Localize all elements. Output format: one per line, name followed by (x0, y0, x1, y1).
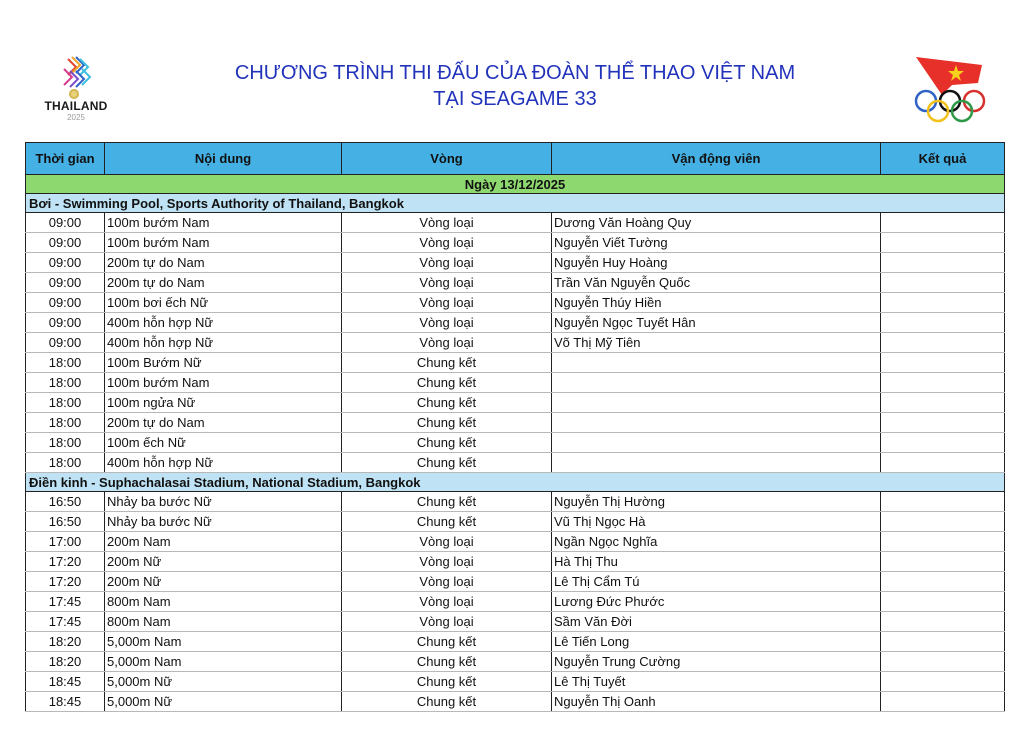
time-cell: 18:00 (26, 393, 105, 413)
table-row (26, 512, 1005, 532)
time-cell: 17:20 (26, 572, 105, 592)
event-cell: 100m bướm Nam (105, 373, 342, 393)
result-cell (881, 612, 1005, 632)
event-cell: 200m tự do Nam (105, 273, 342, 293)
event-cell: Nhảy ba bước Nữ (105, 512, 342, 532)
event-cell: 5,000m Nam (105, 632, 342, 652)
time-cell: 18:00 (26, 353, 105, 373)
result-cell (881, 353, 1005, 373)
table-row (26, 652, 1005, 672)
table-row (26, 393, 1005, 413)
table-row (26, 572, 1005, 592)
event-cell: 100m ếch Nữ (105, 433, 342, 453)
table-row (26, 532, 1005, 552)
athlete-cell: Nguyễn Huy Hoàng (552, 253, 881, 273)
table-row (26, 333, 1005, 353)
table-row (26, 672, 1005, 692)
round-cell: Chung kết (342, 453, 552, 473)
athlete-cell: Ngần Ngọc Nghĩa (552, 532, 881, 552)
result-cell (881, 672, 1005, 692)
athlete-cell: Dương Văn Hoàng Quy (552, 213, 881, 233)
round-cell: Vòng loại (342, 213, 552, 233)
athlete-cell (552, 373, 881, 393)
time-cell: 16:50 (26, 512, 105, 532)
event-cell: 100m Bướm Nữ (105, 353, 342, 373)
round-cell: Chung kết (342, 672, 552, 692)
athlete-cell: Nguyễn Thúy Hiền (552, 293, 881, 313)
time-cell: 18:00 (26, 453, 105, 473)
athlete-cell: Nguyễn Ngọc Tuyết Hân (552, 313, 881, 333)
vietnam-olympic-logo (912, 55, 992, 125)
athlete-cell: Vũ Thị Ngọc Hà (552, 512, 881, 532)
section-header-row (26, 473, 1005, 492)
event-cell: 200m tự do Nam (105, 253, 342, 273)
table-row (26, 692, 1005, 712)
event-cell: 200m Nữ (105, 552, 342, 572)
result-cell (881, 333, 1005, 353)
round-cell: Vòng loại (342, 293, 552, 313)
time-cell: 17:20 (26, 552, 105, 572)
result-cell (881, 393, 1005, 413)
sun-emblem-icon (69, 89, 79, 99)
result-cell (881, 572, 1005, 592)
table-row (26, 552, 1005, 572)
event-cell: 400m hỗn hợp Nữ (105, 453, 342, 473)
result-cell (881, 253, 1005, 273)
result-cell (881, 532, 1005, 552)
round-cell: Chung kết (342, 512, 552, 532)
result-cell (881, 512, 1005, 532)
athlete-cell: Võ Thị Mỹ Tiên (552, 333, 881, 353)
table-header-row (26, 143, 1005, 175)
time-cell: 09:00 (26, 313, 105, 333)
athlete-cell (552, 353, 881, 373)
event-cell: 800m Nam (105, 592, 342, 612)
round-cell: Vòng loại (342, 612, 552, 632)
section-title: Điền kinh - Suphachalasai Stadium, National Stadium, Bangkok (26, 473, 1005, 492)
athlete-cell: Lê Tiến Long (552, 632, 881, 652)
table-row (26, 213, 1005, 233)
event-cell: 400m hỗn hợp Nữ (105, 333, 342, 353)
result-cell (881, 293, 1005, 313)
event-cell: 100m bơi ếch Nữ (105, 293, 342, 313)
time-cell: 09:00 (26, 213, 105, 233)
time-cell: 18:45 (26, 692, 105, 712)
time-cell: 18:20 (26, 632, 105, 652)
title-line-2: TẠI SEAGAME 33 (433, 88, 597, 110)
event-cell: 5,000m Nam (105, 652, 342, 672)
round-cell: Chung kết (342, 413, 552, 433)
table-row (26, 492, 1005, 512)
time-cell: 18:20 (26, 652, 105, 672)
result-cell (881, 373, 1005, 393)
table-row (26, 413, 1005, 433)
olympic-flag-icon (912, 55, 992, 125)
round-cell: Chung kết (342, 492, 552, 512)
round-cell: Vòng loại (342, 552, 552, 572)
time-cell: 17:45 (26, 592, 105, 612)
table-row (26, 632, 1005, 652)
column-header-result: Kết quả (881, 143, 1005, 175)
result-cell (881, 692, 1005, 712)
round-cell: Vòng loại (342, 233, 552, 253)
round-cell: Chung kết (342, 433, 552, 453)
round-cell: Vòng loại (342, 253, 552, 273)
round-cell: Vòng loại (342, 572, 552, 592)
time-cell: 17:45 (26, 612, 105, 632)
event-cell: 5,000m Nữ (105, 692, 342, 712)
date-label: Ngày 13/12/2025 (26, 175, 1005, 194)
event-cell: Nhảy ba bước Nữ (105, 492, 342, 512)
logo-brand-text: THAILAND (44, 99, 108, 113)
round-cell: Vòng loại (342, 313, 552, 333)
round-cell: Chung kết (342, 373, 552, 393)
athlete-cell (552, 413, 881, 433)
athlete-cell: Nguyễn Thị Oanh (552, 692, 881, 712)
round-cell: Chung kết (342, 632, 552, 652)
result-cell (881, 453, 1005, 473)
round-cell: Chung kết (342, 353, 552, 373)
thailand-2025-logo (36, 55, 116, 125)
result-cell (881, 652, 1005, 672)
result-cell (881, 213, 1005, 233)
result-cell (881, 552, 1005, 572)
result-cell (881, 433, 1005, 453)
event-cell: 100m bướm Nam (105, 233, 342, 253)
athlete-cell: Trần Văn Nguyễn Quốc (552, 273, 881, 293)
event-cell: 100m bướm Nam (105, 213, 342, 233)
table-row (26, 253, 1005, 273)
result-cell (881, 313, 1005, 333)
time-cell: 09:00 (26, 253, 105, 273)
table-row (26, 453, 1005, 473)
round-cell: Vòng loại (342, 333, 552, 353)
athlete-cell (552, 433, 881, 453)
result-cell (881, 492, 1005, 512)
athlete-cell (552, 453, 881, 473)
result-cell (881, 233, 1005, 253)
time-cell: 09:00 (26, 273, 105, 293)
table-row (26, 592, 1005, 612)
table-row (26, 612, 1005, 632)
time-cell: 09:00 (26, 293, 105, 313)
column-header-round: Vòng (342, 143, 552, 175)
time-cell: 16:50 (26, 492, 105, 512)
page-title (200, 60, 830, 112)
result-cell (881, 413, 1005, 433)
column-header-time: Thời gian (26, 143, 105, 175)
athlete-cell: Lê Thị Cẩm Tú (552, 572, 881, 592)
athlete-cell (552, 393, 881, 413)
date-row (26, 175, 1005, 194)
round-cell: Vòng loại (342, 592, 552, 612)
event-cell: 100m ngửa Nữ (105, 393, 342, 413)
event-cell: 200m Nam (105, 532, 342, 552)
athlete-cell: Hà Thị Thu (552, 552, 881, 572)
result-cell (881, 632, 1005, 652)
column-header-athlete: Vận động viên (552, 143, 881, 175)
round-cell: Vòng loại (342, 273, 552, 293)
section-title: Bơi - Swimming Pool, Sports Authority of Thailand, Bangkok (26, 194, 1005, 213)
sea-games-mark-icon (58, 55, 94, 89)
table-row (26, 313, 1005, 333)
table-row (26, 433, 1005, 453)
round-cell: Chung kết (342, 652, 552, 672)
table-row (26, 353, 1005, 373)
table-row (26, 373, 1005, 393)
time-cell: 17:00 (26, 532, 105, 552)
time-cell: 18:00 (26, 433, 105, 453)
time-cell: 09:00 (26, 333, 105, 353)
event-cell: 200m tự do Nam (105, 413, 342, 433)
round-cell: Chung kết (342, 692, 552, 712)
round-cell: Chung kết (342, 393, 552, 413)
event-cell: 200m Nữ (105, 572, 342, 592)
athlete-cell: Nguyễn Trung Cường (552, 652, 881, 672)
athlete-cell: Lê Thị Tuyết (552, 672, 881, 692)
column-header-event: Nội dung (105, 143, 342, 175)
time-cell: 18:45 (26, 672, 105, 692)
table-row (26, 233, 1005, 253)
table-row (26, 273, 1005, 293)
event-cell: 400m hỗn hợp Nữ (105, 313, 342, 333)
time-cell: 18:00 (26, 373, 105, 393)
athlete-cell: Nguyễn Viết Tường (552, 233, 881, 253)
event-cell: 800m Nam (105, 612, 342, 632)
table-row (26, 293, 1005, 313)
time-cell: 18:00 (26, 413, 105, 433)
result-cell (881, 592, 1005, 612)
result-cell (881, 273, 1005, 293)
title-line-1: CHƯƠNG TRÌNH THI ĐẤU CỦA ĐOÀN THỂ THAO VIỆT NAM (234, 62, 796, 84)
athlete-cell: Sầm Văn Đời (552, 612, 881, 632)
time-cell: 09:00 (26, 233, 105, 253)
athlete-cell: Lương Đức Phước (552, 592, 881, 612)
athlete-cell: Nguyễn Thị Hường (552, 492, 881, 512)
round-cell: Vòng loại (342, 532, 552, 552)
logo-year-text: 2025 (67, 113, 85, 122)
schedule-table (25, 142, 1005, 712)
event-cell: 5,000m Nữ (105, 672, 342, 692)
section-header-row (26, 194, 1005, 213)
